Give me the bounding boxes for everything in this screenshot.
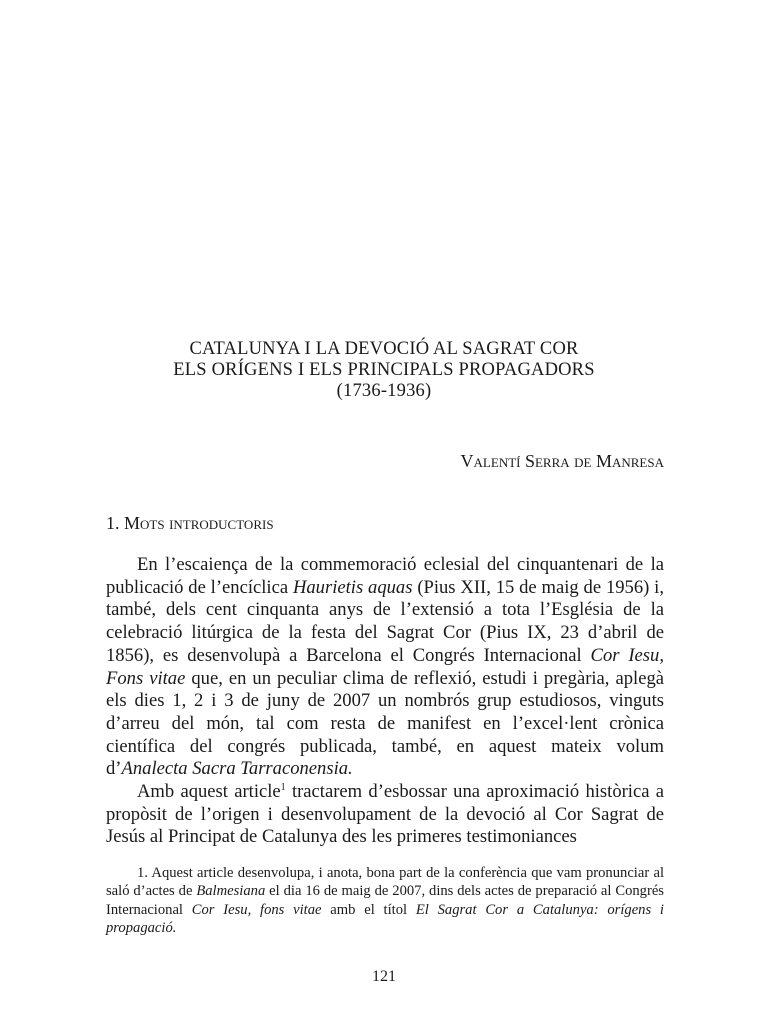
text-run: En l’escaiença de la commemoració eclesial del cinquantenari de la publicació de l’encíclica xyxy=(106,554,664,598)
text-run: Amb aquest article xyxy=(137,781,281,803)
footnote-reference[interactable]: 1 xyxy=(280,782,286,794)
title-line-2: ELS ORÍGENS I ELS PRINCIPALS PROPAGADORS xyxy=(173,360,595,380)
footnote xyxy=(106,864,664,937)
italic-text: El Sagrat Cor a Catalunya: orígens i propagació. xyxy=(106,901,664,936)
author-name: Valentí Serra de Manresa xyxy=(460,451,664,471)
article-title xyxy=(0,339,768,402)
paragraph-2 xyxy=(106,781,664,849)
italic-text: Haurietis aquas xyxy=(292,576,413,598)
italic-text: Cor Iesu, Fons vitae xyxy=(106,644,664,689)
italic-text: Cor Iesu, fons vitae xyxy=(191,901,322,918)
title-years: (1736-1936) xyxy=(336,381,432,401)
footnote-1 xyxy=(106,864,664,937)
section-heading: 1. Mots introductoris xyxy=(106,513,274,533)
body-text xyxy=(106,554,664,849)
paragraph-1 xyxy=(106,554,664,781)
italic-text: Analecta Sacra Tarraconensia. xyxy=(121,758,353,780)
text-run: amb el títol xyxy=(321,901,416,918)
text-run: tractarem d’esbossar una aproximació històrica a propòsit de l’origen i desenvolupament de la devoció al Cor Sagrat de Jesús al Principat de Catalunya des les primeres testimoniances xyxy=(106,781,664,848)
italic-text: Balmesiana xyxy=(196,883,266,900)
text-run: 1. Aquest article desenvolupa, i anota, bona part de la conferència que vam pronunciar al saló d’actes de xyxy=(106,865,664,900)
text-run: el dia 16 de maig de 2007, dins dels actes de preparació al Congrés Internacional xyxy=(106,883,664,918)
page-number: 121 xyxy=(372,968,396,985)
text-run: que, en un peculiar clima de reflexió, estudi i pregària, aplegà els dies 1, 2 i 3 de juny de 2007 un nombrós grup estudiosos, vinguts d’arreu del món, tal com resta de manifest en l’excel·lent crònica científica del congrés publicada, també, en aquest mateix volum d’ xyxy=(106,667,664,780)
text-run: (Pius XII, 15 de maig de 1956) i, també, dels cent cinquanta anys de l’extensió a tota l’Església de la celebració litúrgica de la festa del Sagrat Cor (Pius IX, 23 d’abril de 1856), es desenvolupà a Barcelona el Congrés Internacional xyxy=(106,576,664,666)
title-line-1: CATALUNYA I LA DEVOCIÓ AL SAGRAT COR xyxy=(189,339,579,359)
